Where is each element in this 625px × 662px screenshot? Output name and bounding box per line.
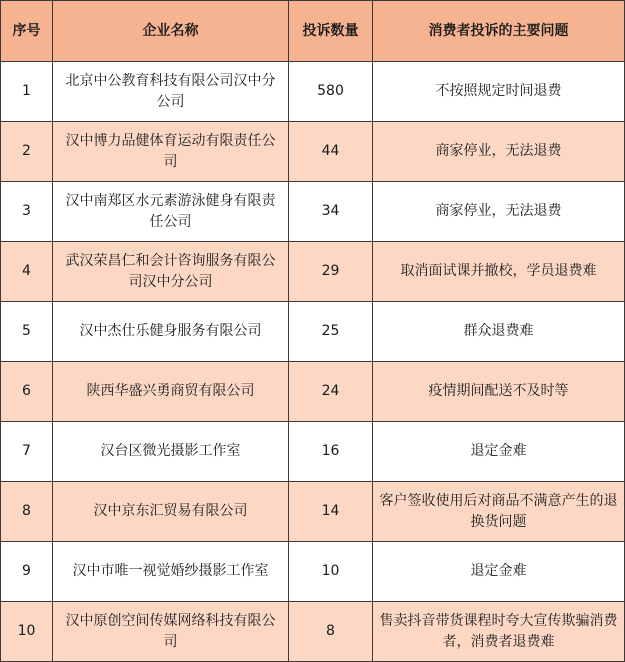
- table-row: [1, 302, 625, 362]
- row-count: 16: [289, 422, 373, 482]
- row-index: 5: [1, 302, 53, 362]
- table-row: [1, 122, 625, 182]
- row-count: 8: [289, 602, 373, 662]
- row-index: 4: [1, 242, 53, 302]
- row-count: 25: [289, 302, 373, 362]
- row-index: 3: [1, 182, 53, 242]
- header-count: 投诉数量: [289, 1, 373, 62]
- table-row: [1, 482, 625, 542]
- row-issue: 客户签收使用后对商品不满意产生的退换货问题: [373, 482, 625, 542]
- row-issue: 商家停业，无法退费: [373, 122, 625, 182]
- row-count: 580: [289, 62, 373, 122]
- row-issue: 取消面试课并撤校，学员退费难: [373, 242, 625, 302]
- row-issue: 商家停业，无法退费: [373, 182, 625, 242]
- row-index: 1: [1, 62, 53, 122]
- row-issue: 售卖抖音带货课程时夸大宣传欺骗消费者，消费者退费难: [373, 602, 625, 662]
- table-row: [1, 362, 625, 422]
- row-index: 10: [1, 602, 53, 662]
- row-count: 14: [289, 482, 373, 542]
- row-company: 武汉荣昌仁和会计咨询服务有限公司汉中分公司: [53, 242, 289, 302]
- row-company: 汉中博力品健体育运动有限责任公司: [53, 122, 289, 182]
- table-header-row: [1, 1, 625, 62]
- table-row: [1, 182, 625, 242]
- row-company: 汉台区微光摄影工作室: [53, 422, 289, 482]
- header-company: 企业名称: [53, 1, 289, 62]
- row-index: 7: [1, 422, 53, 482]
- row-company: 汉中原创空间传媒网络科技有限公司: [53, 602, 289, 662]
- header-index: 序号: [1, 1, 53, 62]
- row-company: 汉中京东汇贸易有限公司: [53, 482, 289, 542]
- row-company: 陕西华盛兴勇商贸有限公司: [53, 362, 289, 422]
- row-issue: 退定金难: [373, 422, 625, 482]
- row-issue: 疫情期间配送不及时等: [373, 362, 625, 422]
- row-count: 34: [289, 182, 373, 242]
- table-row: [1, 602, 625, 662]
- row-count: 29: [289, 242, 373, 302]
- row-count: 44: [289, 122, 373, 182]
- row-count: 10: [289, 542, 373, 602]
- row-index: 8: [1, 482, 53, 542]
- row-company: 北京中公教育科技有限公司汉中分公司: [53, 62, 289, 122]
- row-index: 9: [1, 542, 53, 602]
- row-count: 24: [289, 362, 373, 422]
- row-issue: 群众退费难: [373, 302, 625, 362]
- row-issue: 退定金难: [373, 542, 625, 602]
- row-index: 2: [1, 122, 53, 182]
- table-row: [1, 242, 625, 302]
- header-issue: 消费者投诉的主要问题: [373, 1, 625, 62]
- row-company: 汉中南郑区水元素游泳健身有限责任公司: [53, 182, 289, 242]
- row-company: 汉中市唯一视觉婚纱摄影工作室: [53, 542, 289, 602]
- row-issue: 不按照规定时间退费: [373, 62, 625, 122]
- table-row: [1, 422, 625, 482]
- table-row: [1, 542, 625, 602]
- row-index: 6: [1, 362, 53, 422]
- row-company: 汉中杰仕乐健身服务有限公司: [53, 302, 289, 362]
- table-row: [1, 62, 625, 122]
